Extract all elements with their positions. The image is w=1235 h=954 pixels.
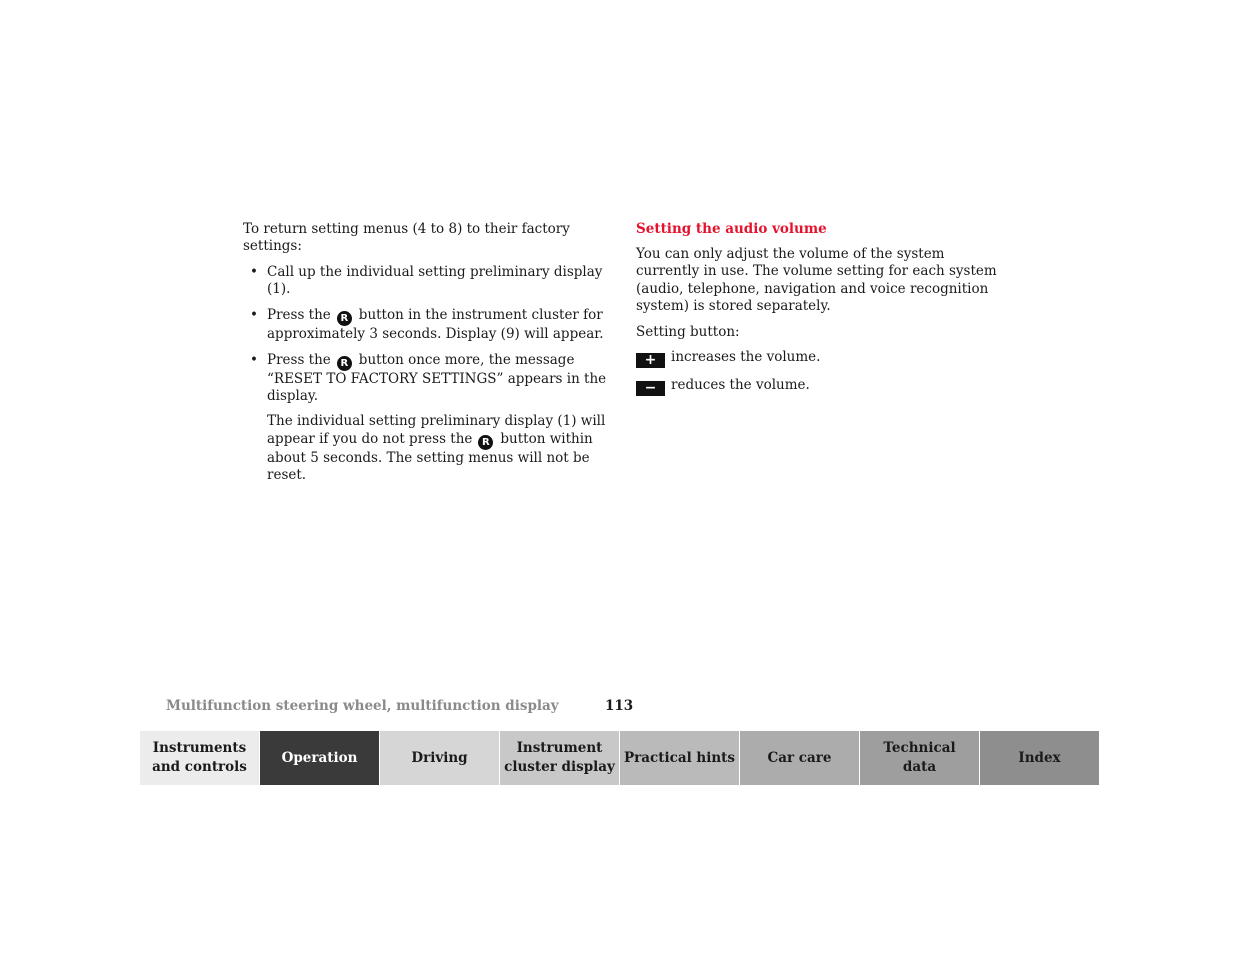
minus-text: reduces the volume.: [671, 376, 810, 393]
tab-technical-data[interactable]: [860, 731, 979, 785]
list-item: [243, 264, 613, 298]
bullet-text: button in the instrument cluster for approximately 3 seconds. Display (9) will appear.: [267, 306, 604, 342]
tab-label: Car care: [767, 749, 832, 766]
tab-label: Instruments and controls: [152, 740, 247, 775]
reset-button-icon: R: [478, 435, 493, 450]
left-column: [243, 221, 613, 493]
plus-text: increases the volume.: [671, 349, 821, 366]
bullet-marker: •: [250, 263, 258, 280]
minus-line: [636, 377, 998, 396]
tab-instruments-and-controls[interactable]: [140, 731, 259, 785]
tab-operation[interactable]: [260, 731, 379, 785]
right-column: [636, 221, 998, 404]
list-item: [243, 352, 613, 405]
note-text-start: The individual setting preliminary display (1) will appear if you do not press the: [267, 413, 606, 447]
plus-line: [636, 349, 998, 368]
tab-practical-hints[interactable]: [620, 731, 739, 785]
tab-instrument-cluster-display[interactable]: [500, 731, 619, 785]
page-number: 113: [605, 698, 634, 714]
tab-label: Practical hints: [624, 749, 735, 766]
intro-text: To return setting menus (4 to 8) to their factory settings:: [243, 221, 570, 255]
bullet-text: Press the: [267, 351, 331, 368]
bullet-marker: •: [250, 306, 258, 323]
bullet-text: Press the: [267, 306, 331, 323]
tab-index[interactable]: [980, 731, 1099, 785]
tab-label: Technical data: [883, 740, 956, 775]
bullet-text: Call up the individual setting preliminary display (1).: [267, 263, 603, 298]
note-text-end: button within about 5 seconds. The setting menus will not be reset.: [267, 430, 593, 483]
bullet-text: button once more, the message “RESET TO FACTORY SETTINGS” appears in the display.: [267, 351, 607, 404]
tab-car-care[interactable]: [740, 731, 859, 785]
tab-driving[interactable]: [380, 731, 499, 785]
tab-label: Driving: [411, 749, 468, 766]
plus-key-icon: +: [636, 353, 665, 368]
reset-button-icon: R: [337, 311, 352, 326]
list-item: [243, 307, 613, 343]
tab-label: Index: [1018, 749, 1061, 766]
tab-label: Instrument cluster display: [504, 740, 615, 775]
setting-button-label: Setting button:: [636, 323, 740, 340]
minus-key-icon: −: [636, 381, 665, 396]
note-text: [243, 413, 613, 484]
chapter-tabs: [140, 731, 1099, 785]
reset-button-icon: R: [337, 356, 352, 371]
section-title: Multifunction steering wheel, multifunction display: [166, 698, 559, 714]
section-heading: Setting the audio volume: [636, 221, 827, 237]
bullet-marker: •: [250, 351, 258, 368]
volume-description: You can only adjust the volume of the system currently in use. The volume setting for each system (audio, telephone, navigation and voice recognition system) is stored separately.: [636, 246, 997, 314]
tab-label: Operation: [281, 749, 358, 766]
